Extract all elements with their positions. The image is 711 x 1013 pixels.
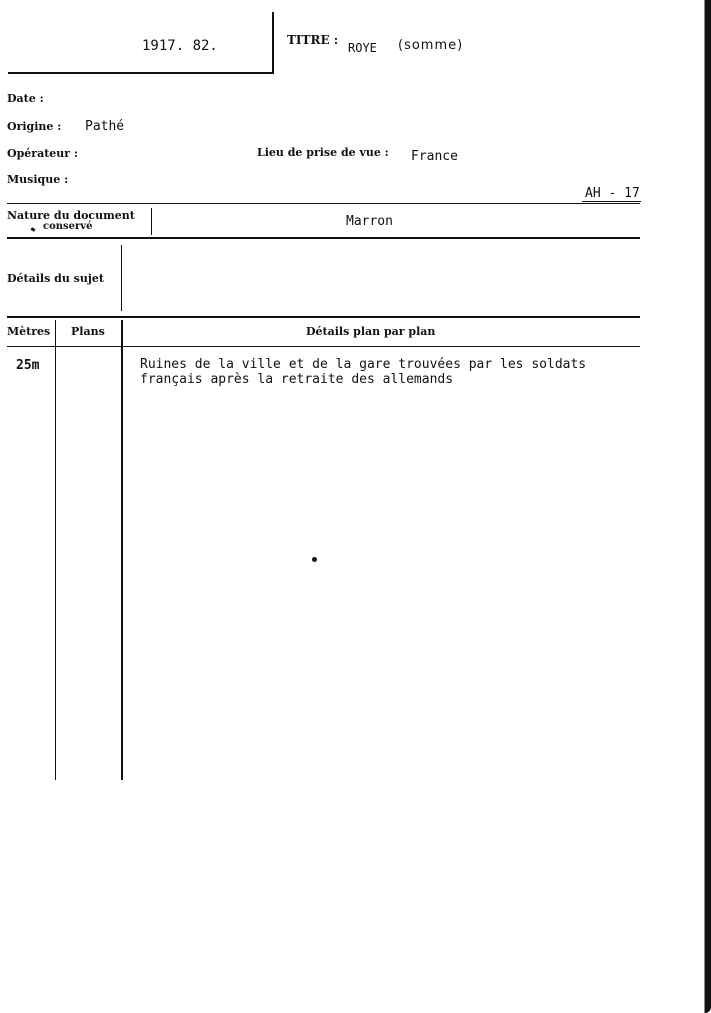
col-header-metres: Mètres xyxy=(7,325,51,338)
col-header-plans: Plans xyxy=(71,325,105,338)
header-bottom-rule xyxy=(8,72,274,74)
details-sujet-bracket xyxy=(121,245,122,311)
date-label: Date : xyxy=(7,92,44,105)
nature-separator xyxy=(151,208,152,235)
nature-top-rule xyxy=(7,203,640,204)
origine-value: Pathé xyxy=(85,119,125,134)
origine-label: Origine : xyxy=(7,120,62,133)
nature-value: Marron xyxy=(346,214,393,229)
header-vertical-rule xyxy=(272,12,274,73)
col-header-details: Détails plan par plan xyxy=(306,325,436,338)
musique-label: Musique : xyxy=(7,173,69,186)
row-details-line2: français après la retraite des allemands xyxy=(140,372,454,387)
titre-handwritten: (somme) xyxy=(398,38,464,53)
details-sujet-label: Détails du sujet xyxy=(7,272,104,285)
table-header-rule xyxy=(7,346,640,347)
row-details-line1: Ruines de la ville et de la gare trouvées par les soldats xyxy=(140,357,587,372)
col-divider-1 xyxy=(55,320,56,780)
archive-code: AH - 17 xyxy=(585,186,640,201)
nature-bottom-rule xyxy=(7,237,640,239)
titre-label: TITRE : xyxy=(287,33,339,47)
titre-value: ROYE xyxy=(348,41,377,55)
reference-number: 1917. 82. xyxy=(142,38,218,54)
operateur-label: Opérateur : xyxy=(7,147,78,160)
lieu-label: Lieu de prise de vue : xyxy=(257,146,389,159)
nature-label-line2: conservé xyxy=(43,221,93,232)
page-edge xyxy=(698,0,711,1013)
ink-dot xyxy=(312,557,317,562)
archive-code-underline xyxy=(582,201,641,202)
nature-label-line1: Nature du document xyxy=(7,209,135,222)
table-top-rule xyxy=(7,316,640,318)
lieu-value: France xyxy=(411,149,458,164)
col-divider-2 xyxy=(121,320,123,780)
row-metres: 25m xyxy=(16,358,40,373)
pen-mark-icon xyxy=(31,227,36,232)
